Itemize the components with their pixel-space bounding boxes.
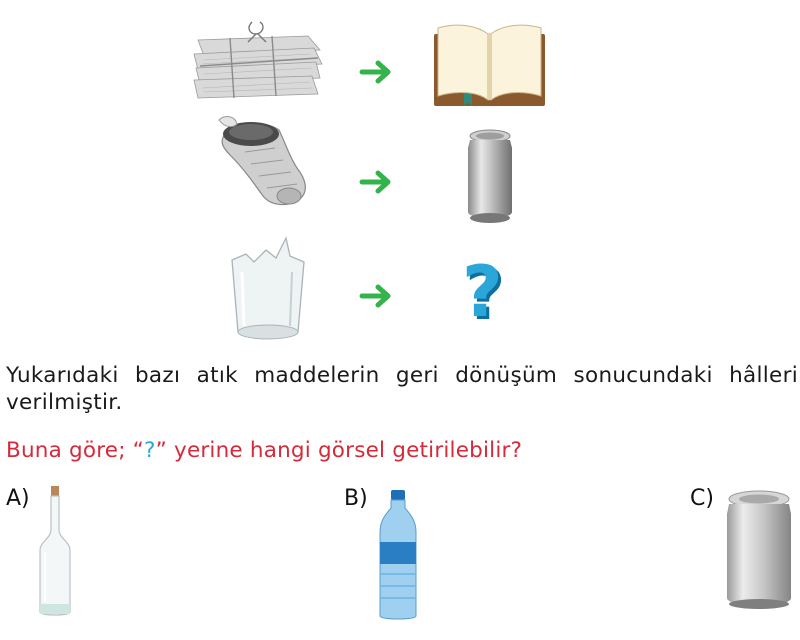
newspaper-bundle-image: [190, 18, 325, 103]
right-arrow-icon: [360, 60, 396, 84]
right-arrow-icon: [360, 284, 396, 308]
question-mark-icon: ?: [462, 251, 503, 333]
option-b-label[interactable]: B): [344, 486, 368, 511]
plastic-water-bottle-image[interactable]: [378, 490, 418, 622]
description-text: Yukarıdaki bazı atık maddelerin geri dönüşüm sonucundaki hâlleri verilmiştir.: [6, 363, 798, 415]
question-suffix: ” yerine hangi görsel getirilebilir?: [155, 438, 523, 463]
soda-can-image: [465, 128, 515, 226]
right-arrow-icon: [360, 170, 396, 194]
question-prefix: Buna göre; “: [6, 438, 145, 463]
option-a-label[interactable]: A): [6, 486, 30, 511]
broken-glass-image: [228, 232, 308, 344]
question-text: [6, 438, 522, 463]
crushed-can-image: [205, 112, 325, 212]
book-image: [432, 20, 547, 108]
option-c-label[interactable]: C): [690, 486, 714, 511]
question-mark-inline: ?: [144, 438, 156, 463]
aluminium-can-image[interactable]: [724, 490, 794, 610]
glass-bottle-image[interactable]: [38, 486, 72, 618]
